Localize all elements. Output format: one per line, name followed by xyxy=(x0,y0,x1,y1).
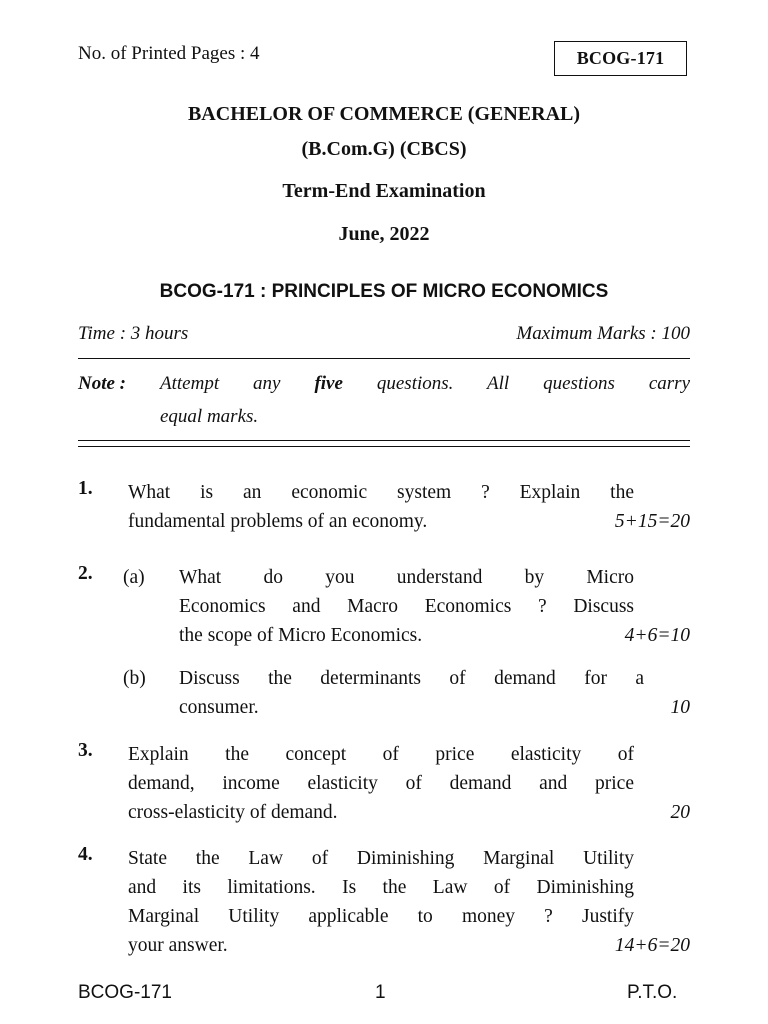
programme-title: (B.Com.G) (CBCS) xyxy=(301,138,467,160)
part-label: (b) xyxy=(123,668,146,689)
question-marks: 4+6=10 xyxy=(624,625,690,646)
divider xyxy=(78,358,690,359)
course-code-box xyxy=(554,41,687,76)
question-line: your answer. xyxy=(128,935,228,956)
note-line: equal marks. xyxy=(160,406,259,427)
note-text: questions. All questions carry xyxy=(376,373,691,394)
degree-title: BACHELOR OF COMMERCE (GENERAL) xyxy=(187,103,581,125)
question-marks: 5+15=20 xyxy=(614,511,690,532)
question-line: Explain the concept of price elasticity of xyxy=(128,744,634,765)
note-text: Attempt any xyxy=(160,373,281,394)
question-line: Discuss the determinants of demand for a xyxy=(179,668,644,689)
question-line: the scope of Micro Economics. xyxy=(179,625,423,646)
footer-code: BCOG-171 xyxy=(78,982,172,1003)
question-line: Economics and Macro Economics ? Discuss xyxy=(179,596,634,617)
part-label: (a) xyxy=(123,567,145,588)
note-emphasis: five xyxy=(314,373,343,394)
time-allowed: Time : 3 hours xyxy=(78,323,189,344)
question-line: What is an economic system ? Explain the xyxy=(128,482,634,503)
question-marks: 10 xyxy=(670,697,690,718)
double-divider-top xyxy=(78,440,690,441)
question-number: 1. xyxy=(78,478,93,499)
question-line: Marginal Utility applicable to money ? Justify xyxy=(128,906,634,927)
printed-pages-count: No. of Printed Pages : 4 xyxy=(78,43,260,64)
page-number: 1 xyxy=(375,982,386,1003)
question-line: cross-elasticity of demand. xyxy=(128,802,338,823)
session-title: June, 2022 xyxy=(338,223,430,245)
question-line: What do you understand by Micro xyxy=(179,567,634,588)
question-line: consumer. xyxy=(179,697,259,718)
note-label: Note : xyxy=(78,373,127,394)
course-code: BCOG-171 xyxy=(576,48,665,68)
exam-title: Term-End Examination xyxy=(282,180,486,202)
question-line: and its limitations. Is the Law of Diminishing xyxy=(128,877,634,898)
question-line: State the Law of Diminishing Marginal Utility xyxy=(128,848,634,869)
question-number: 3. xyxy=(78,740,93,761)
double-divider-bottom xyxy=(78,446,690,447)
question-line: fundamental problems of an economy. xyxy=(128,511,428,532)
question-number: 2. xyxy=(78,563,93,584)
question-marks: 14+6=20 xyxy=(614,935,690,956)
question-line: demand, income elasticity of demand and price xyxy=(128,773,634,794)
maximum-marks: Maximum Marks : 100 xyxy=(516,323,690,344)
question-number: 4. xyxy=(78,844,93,865)
question-marks: 20 xyxy=(670,802,690,823)
please-turn-over: P.T.O. xyxy=(627,982,678,1003)
time-marks-row xyxy=(78,323,690,345)
course-title: BCOG-171 : PRINCIPLES OF MICRO ECONOMICS xyxy=(159,281,609,302)
note-line xyxy=(160,373,690,395)
